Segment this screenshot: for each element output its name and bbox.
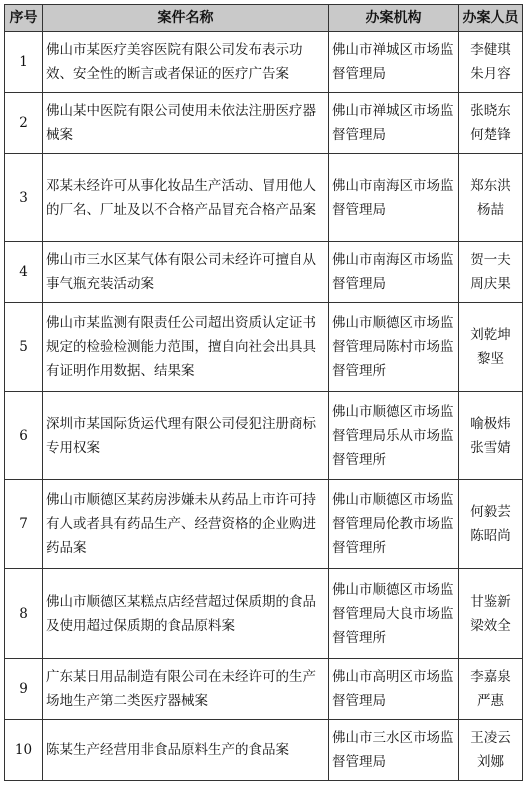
- header-agency: 办案机构: [329, 5, 459, 32]
- case-name: 佛山市三水区某气体有限公司未经许可擅自从事气瓶充装活动案: [43, 242, 329, 303]
- agency: 佛山市顺德区市场监督管理局伦教市场监督管理所: [329, 480, 459, 569]
- table-row: [5, 569, 523, 659]
- staff: [459, 659, 523, 720]
- staff-member: 李嘉泉: [470, 669, 511, 685]
- case-name: 陈某生产经营用非食品原料生产的食品案: [43, 720, 329, 781]
- row-no: 5: [5, 303, 43, 392]
- staff-member: 张雪婧: [470, 439, 511, 456]
- staff-member: 甘鉴新: [470, 593, 511, 610]
- row-no: 2: [5, 93, 43, 154]
- header-staff: 办案人员: [459, 5, 523, 32]
- agency: 佛山市三水区市场监督管理局: [329, 720, 459, 781]
- agency: 佛山市顺德区市场监督管理局乐从市场监督管理所: [329, 392, 459, 480]
- table-row: [5, 720, 523, 781]
- cases-table: [4, 4, 523, 781]
- case-name: 佛山某中医院有限公司使用未依法注册医疗器械案: [43, 93, 329, 154]
- case-name: 佛山市某医疗美容医院有限公司发布表示功效、安全性的断言或者保证的医疗广告案: [43, 32, 329, 93]
- agency: 佛山市顺德区市场监督管理局陈村市场监督管理所: [329, 303, 459, 392]
- table-row: [5, 93, 523, 154]
- staff: [459, 93, 523, 154]
- staff-member: 贺一夫: [470, 252, 511, 268]
- case-name: 深圳市某国际货运代理有限公司侵犯注册商标专用权案: [43, 392, 329, 480]
- table-row: [5, 659, 523, 720]
- table-row: [5, 242, 523, 303]
- staff: [459, 569, 523, 659]
- row-no: 1: [5, 32, 43, 93]
- header-no: 序号: [5, 5, 43, 32]
- row-no: 10: [5, 720, 43, 781]
- agency: 佛山市顺德区市场监督管理局大良市场监督管理所: [329, 569, 459, 659]
- agency: 佛山市高明区市场监督管理局: [329, 659, 459, 720]
- staff-member: 何楚锋: [470, 127, 511, 143]
- table-row: [5, 392, 523, 480]
- staff-member: 梁效全: [470, 617, 511, 634]
- staff-member: 黎坚: [477, 351, 504, 367]
- agency: 佛山市禅城区市场监督管理局: [329, 93, 459, 154]
- case-name: 佛山市顺德区某药房涉嫌未从药品上市许可持有人或者具有药品生产、经营资格的企业购进药品案: [43, 480, 329, 569]
- row-no: 6: [5, 392, 43, 480]
- staff: [459, 303, 523, 392]
- case-name: 广东某日用品制造有限公司在未经许可的生产场地生产第二类医疗器械案: [43, 659, 329, 720]
- staff-member: 刘乾坤: [470, 327, 511, 343]
- agency: 佛山市禅城区市场监督管理局: [329, 32, 459, 93]
- case-name: 邓某未经许可从事化妆品生产活动、冒用他人的厂名、厂址及以不合格产品冒充合格产品案: [43, 154, 329, 242]
- staff-member: 刘娜: [477, 754, 504, 770]
- staff-member: 郑东洪: [470, 177, 511, 194]
- agency: 佛山市南海区市场监督管理局: [329, 154, 459, 242]
- agency: 佛山市南海区市场监督管理局: [329, 242, 459, 303]
- staff: [459, 720, 523, 781]
- staff-member: 杨喆: [477, 201, 504, 218]
- staff-member: 朱月容: [470, 66, 511, 82]
- row-no: 8: [5, 569, 43, 659]
- table-row: [5, 32, 523, 93]
- table-row: [5, 480, 523, 569]
- header-row: [5, 5, 523, 32]
- row-no: 7: [5, 480, 43, 569]
- staff-member: 王凌云: [470, 730, 511, 746]
- staff: [459, 480, 523, 569]
- case-name: 佛山市某监测有限责任公司超出资质认定证书规定的检验检测能力范围，擅自向社会出具具有证明作用数据、结果案: [43, 303, 329, 392]
- staff-member: 李健琪: [470, 42, 511, 58]
- staff-member: 喻极炜: [470, 415, 511, 432]
- row-no: 4: [5, 242, 43, 303]
- header-case-name: 案件名称: [43, 5, 329, 32]
- staff-member: 张晓东: [470, 103, 511, 119]
- staff-member: 严惠: [477, 693, 504, 709]
- staff-member: 周庆果: [470, 276, 511, 292]
- staff: [459, 242, 523, 303]
- staff-member: 陈昭尚: [470, 528, 511, 544]
- staff: [459, 154, 523, 242]
- table-row: [5, 154, 523, 242]
- staff: [459, 32, 523, 93]
- table-row: [5, 303, 523, 392]
- staff: [459, 392, 523, 480]
- case-name: 佛山市顺德区某糕点店经营超过保质期的食品及使用超过保质期的食品原料案: [43, 569, 329, 659]
- row-no: 3: [5, 154, 43, 242]
- row-no: 9: [5, 659, 43, 720]
- staff-member: 何毅芸: [470, 504, 511, 520]
